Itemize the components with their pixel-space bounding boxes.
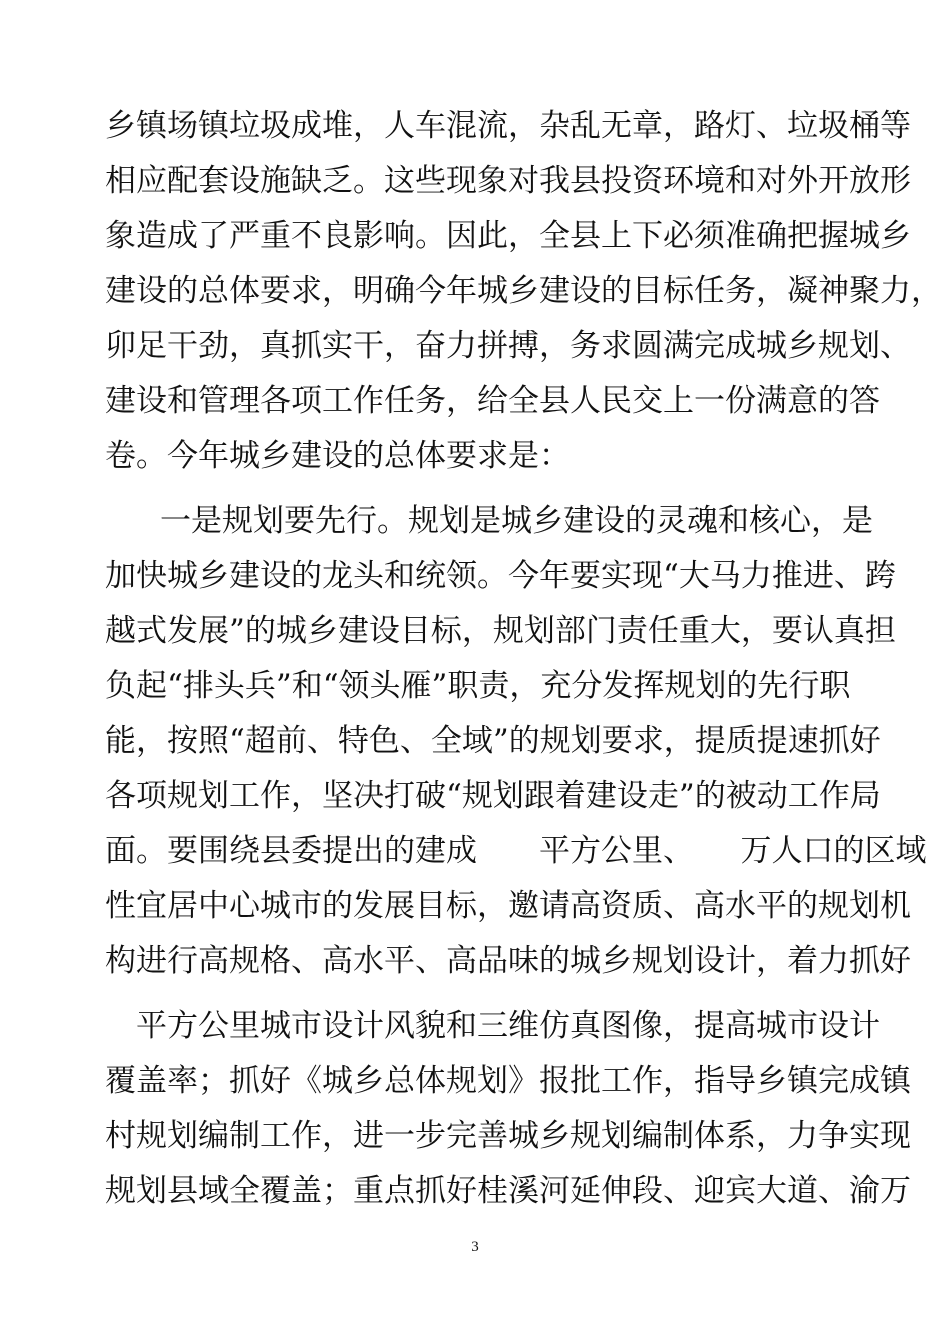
- body-text-line: 面。要围绕县委提出的建成 平方公里、 万人口的区域: [105, 833, 927, 869]
- body-text-line: 平方公里城市设计风貌和三维仿真图像，提高城市设计: [105, 1008, 880, 1044]
- body-text-line: 负起“排头兵”和“领头雁”职责，充分发挥规划的先行职: [105, 668, 851, 704]
- body-text-line: 象造成了严重不良影响。因此，全县上下必须准确把握城乡: [105, 218, 911, 254]
- body-text-line: 各项规划工作，坚决打破“规划跟着建设走”的被动工作局: [105, 778, 881, 814]
- body-text-line: 建设的总体要求，明确今年城乡建设的目标任务，凝神聚力，: [105, 273, 942, 309]
- body-text-line: 乡镇场镇垃圾成堆，人车混流，杂乱无章，路灯、垃圾桶等: [105, 108, 911, 144]
- body-text-line: 村规划编制工作，进一步完善城乡规划编制体系，力争实现: [105, 1118, 911, 1154]
- body-text-line: 相应配套设施缺乏。这些现象对我县投资环境和对外开放形: [105, 163, 911, 199]
- body-text-line: 加快城乡建设的龙头和统领。今年要实现“大马力推进、跨: [105, 558, 896, 594]
- body-text-line: 构进行高规格、高水平、高品味的城乡规划设计，着力抓好: [105, 943, 911, 979]
- body-text-line: 性宜居中心城市的发展目标，邀请高资质、高水平的规划机: [105, 888, 911, 924]
- body-text-line: 规划县域全覆盖；重点抓好桂溪河延伸段、迎宾大道、渝万: [105, 1173, 911, 1209]
- body-text-line: 卯足干劲，真抓实干，奋力拼搏，务求圆满完成城乡规划、: [105, 328, 911, 364]
- body-text-line: 能，按照“超前、特色、全域”的规划要求，提质提速抓好: [105, 723, 881, 759]
- body-text-line: 建设和管理各项工作任务，给全县人民交上一份满意的答: [105, 383, 880, 419]
- body-text-line: 卷。今年城乡建设的总体要求是：: [105, 438, 570, 474]
- paragraph-first-line: 一是规划要先行。规划是城乡建设的灵魂和核心，是: [160, 503, 873, 539]
- body-text-line: 越式发展”的城乡建设目标，规划部门责任重大，要认真担: [105, 613, 896, 649]
- body-text-line: 覆盖率；抓好《城乡总体规划》报批工作，指导乡镇完成镇: [105, 1063, 911, 1099]
- page-number: 3: [471, 1239, 479, 1255]
